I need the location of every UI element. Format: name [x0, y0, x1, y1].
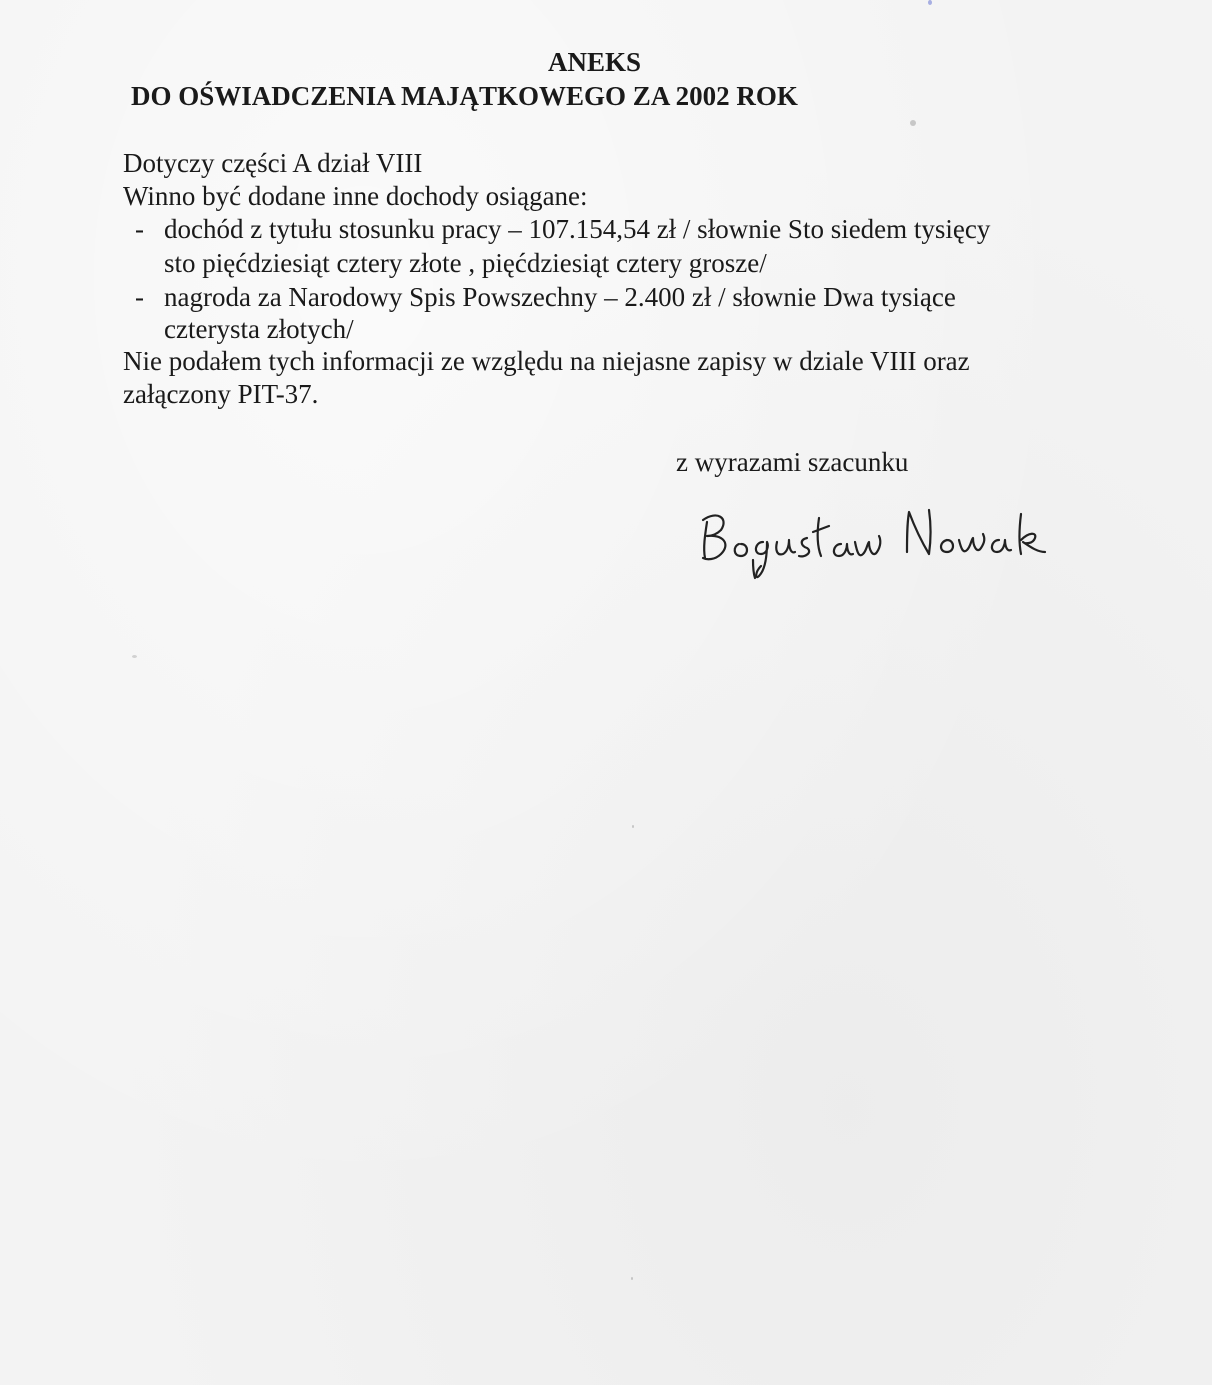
- document-title: ANEKS: [548, 47, 642, 77]
- document-subtitle: DO OŚWIADCZENIA MAJĄTKOWEGO ZA 2002 ROK: [131, 81, 798, 111]
- income-item-1-line-1: dochód z tytułu stosunku pracy – 107.154,54 zł / słownie Sto siedem tysięcy: [164, 214, 991, 244]
- income-item-2-line-1: nagroda za Narodowy Spis Powszechny – 2.400 zł / słownie Dwa tysiące: [164, 282, 956, 312]
- handwritten-signature: [695, 500, 1065, 590]
- scan-speck: [631, 1277, 633, 1280]
- scan-speck: [910, 120, 916, 126]
- income-item-1-line-2: sto pięćdziesiąt cztery złote , pięćdziesiąt cztery grosze/: [164, 248, 767, 278]
- closing-phrase: z wyrazami szacunku: [676, 447, 909, 477]
- scan-speck: [632, 825, 634, 828]
- note-line-2: załączony PIT-37.: [123, 379, 319, 409]
- scan-speck: [132, 655, 137, 658]
- income-item-2-line-2: czterysta złotych/: [164, 314, 354, 344]
- section-reference: Dotyczy części A dział VIII: [123, 148, 423, 178]
- bullet-dash: -: [135, 214, 144, 244]
- bullet-dash: -: [135, 282, 144, 312]
- intro-line: Winno być dodane inne dochody osiągane:: [123, 181, 588, 211]
- scan-speck: [928, 0, 932, 5]
- note-line-1: Nie podałem tych informacji ze względu na niejasne zapisy w dziale VIII oraz: [123, 346, 970, 376]
